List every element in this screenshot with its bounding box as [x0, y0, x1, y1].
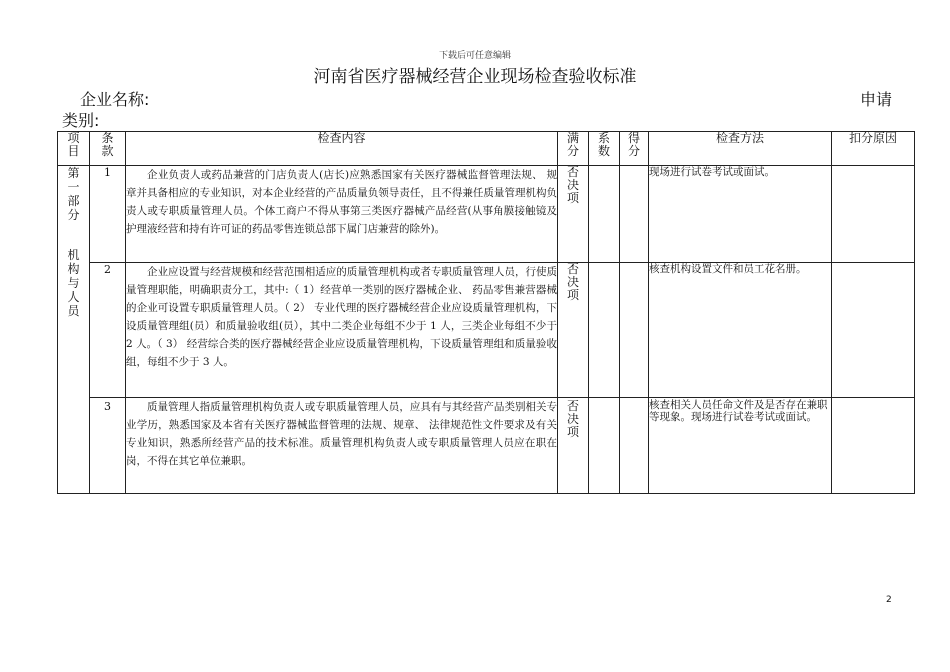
table-header-row [58, 132, 915, 166]
company-name-label: 企业名称: [80, 90, 150, 109]
table-row [58, 263, 915, 398]
header-content: 检查内容 [126, 132, 558, 166]
header-clause: 条款 [90, 132, 126, 166]
watermark-text: 下载后可任意编辑 [438, 51, 511, 61]
coefficient-cell [589, 398, 620, 494]
full-score-cell: 否决项 [558, 166, 589, 263]
clause-content: 企业负责人或药品兼营的门店负责人(店长)应熟悉国家有关医疗器械监督管理法规、 规章并具备相应的专业知识，对本企业经营的产品质量负领导责任，且不得兼任质量管理机构负责人或专职质量管理人员。个体工商户不得从事第三类医疗器械产品经营(从事角膜接触镜及护理液经营和持有许可证的药品零售连锁总部下属门店兼营的除外)。 [126, 166, 558, 263]
section-part: 第一部分 [67, 166, 80, 222]
method-cell: 现场进行试卷考试或面试。 [649, 166, 832, 263]
table-row [58, 166, 915, 263]
section-cell [58, 166, 90, 494]
header-deduction: 扣分原因 [832, 132, 915, 166]
table-row [58, 398, 915, 494]
clause-number: 3 [90, 398, 126, 494]
header-full-score: 满分 [558, 132, 589, 166]
score-cell [620, 263, 649, 398]
coefficient-cell [589, 263, 620, 398]
deduction-cell [832, 263, 915, 398]
document-title: 河南省医疗器械经营企业现场检查验收标准 [313, 67, 637, 87]
clause-number: 1 [90, 166, 126, 263]
method-cell: 核查机构设置文件和员工花名册。 [649, 263, 832, 398]
full-score-cell: 否决项 [558, 263, 589, 398]
header-score: 得分 [620, 132, 649, 166]
apply-label: 申请 [859, 90, 892, 109]
header-item: 项目 [58, 132, 90, 166]
inspection-table [57, 131, 915, 494]
category-label: 类别: [62, 111, 100, 130]
header-coefficient: 系数 [589, 132, 620, 166]
header-method: 检查方法 [649, 132, 832, 166]
deduction-cell [832, 398, 915, 494]
score-cell [620, 398, 649, 494]
clause-content: 企业应设置与经营规模和经营范围相适应的质量管理机构或者专职质量管理人员，行使质量管理职能，明确职责分工，其中:（ 1）经营单一类别的医疗器械企业、 药品零售兼营器械的企业可设置专职质量管理人员。（ 2） 专业代理的医疗器械经营企业应设质量管理机构，下设质量管理组(员）和质量验收组(员），其中二类企业每组不少于 1 人，三类企业每组不少于 2 人。（ 3） 经营综合类的医疗器械经营企业应设质量管理机构，下设质量管理组和质量验收组，每组不少于 3 人。 [126, 263, 558, 398]
page-number: 2 [886, 595, 892, 605]
deduction-cell [832, 166, 915, 263]
clause-number: 2 [90, 263, 126, 398]
score-cell [620, 166, 649, 263]
clause-content: 质量管理人指质量管理机构负责人或专职质量管理人员，应具有与其经营产品类别相关专业学历，熟悉国家及本省有关医疗器械监督管理的法规、规章、 法律规范性文件要求及有关专业知识，熟悉所经营产品的技术标准。质量管理机构负责人或专职质量管理人员应在职在岗，不得在其它单位兼职。 [126, 398, 558, 494]
section-name: 机构与人员 [67, 248, 80, 318]
coefficient-cell [589, 166, 620, 263]
full-score-cell: 否决项 [558, 398, 589, 494]
method-cell: 核查相关人员任命文件及是否存在兼职等现象。现场进行试卷考试或面试。 [649, 398, 832, 494]
